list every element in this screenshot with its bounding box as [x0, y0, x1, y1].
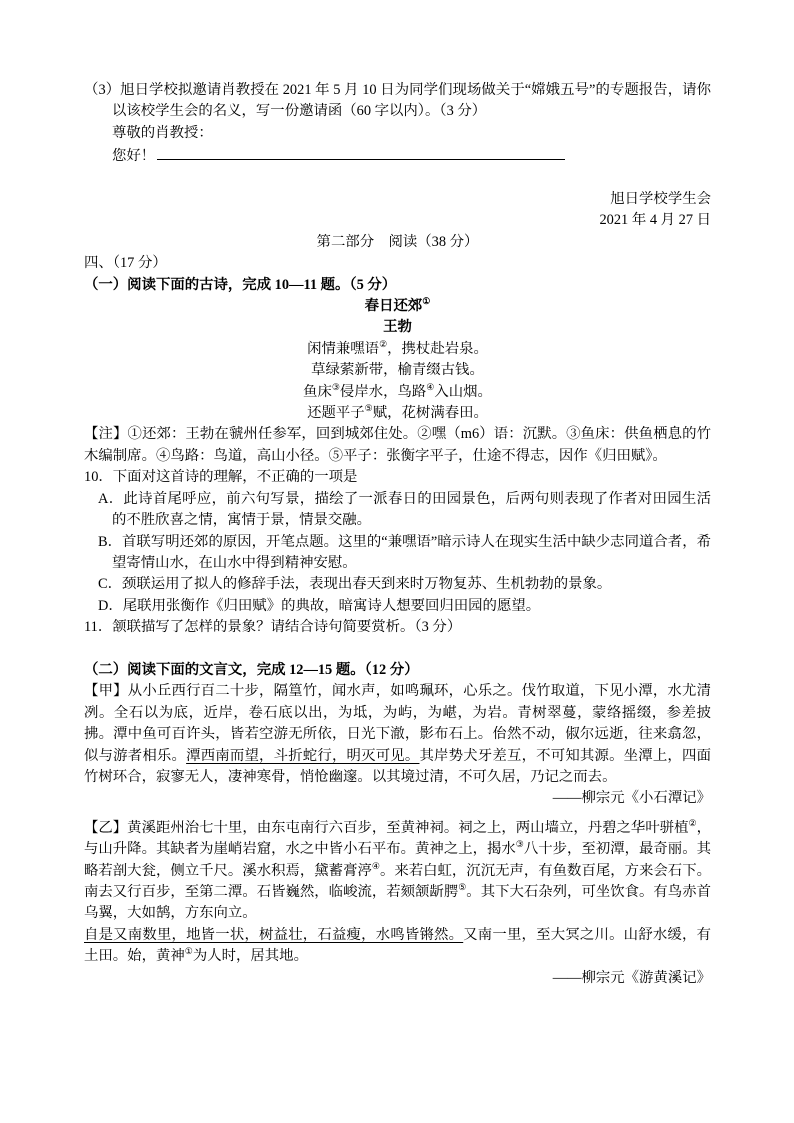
question-10-stem: 10．下面对这首诗的理解，不正确的一项是: [84, 469, 358, 486]
footnote-marker: ③: [515, 839, 524, 850]
text-segment: 还题平子: [307, 405, 365, 422]
passage-jia-source: ——柳宗元《小石潭记》: [552, 790, 711, 807]
footnote-marker: ⑤: [458, 882, 467, 893]
text-segment: 【乙】黄溪距州治七十里，由东屯南行六百步，至黄神祠。祠之上，两山墙立，丹碧之华叶骈植: [84, 819, 689, 836]
text-segment: 春日还郊: [364, 298, 423, 315]
passage-jia: [84, 681, 711, 788]
footnote-marker: ④: [426, 381, 435, 392]
question-10-option-b: B．首联写明还郊的原因，开笔点题。这里的“兼嘿语”暗示诗人在现实生活中缺少志同道合者，希望寄情山水，在山水中得到精神安慰。: [98, 533, 711, 571]
text-segment: ，与山升降。其缺者为崖峭岩窟，水之中皆小石平布。黄神之上，揭水: [84, 819, 711, 858]
question-10-option-a: A．此诗首尾呼应，前六句写景，描绘了一派春日的田园景色，后两句则表现了作者对田园生活的不胜欣喜之情，寓情于景，情景交融。: [98, 490, 711, 529]
footnote-marker: ④: [371, 860, 380, 871]
prose-section-intro: （二）阅读下面的文言文，完成 12—15 题。（12 分）: [84, 661, 419, 678]
greeting-text: 您好！: [112, 148, 156, 165]
answer-blank-line: [157, 144, 565, 160]
text-segment: 又南一里，至大冥之川。山舒水缓，有土田。始，黄神: [84, 926, 711, 965]
spacer: [84, 639, 711, 660]
footnote-marker: ②: [688, 817, 697, 828]
passage-yi-paragraph-1: [84, 818, 711, 925]
passage-yi-paragraph-2: [84, 925, 711, 968]
poem-line-1: [84, 339, 711, 360]
invitation-salutation: 尊敬的肖教授：: [112, 124, 213, 141]
poem-line-3: [84, 382, 711, 403]
spacer: [84, 168, 711, 189]
text-segment: 【甲】从小丘西行百二十步，隔篁竹，闻水声，如鸣珮环，心乐之。伐竹取道，下见小潭，水尤清冽。全石以为底，近岸，卷石底以出，为坻，为屿，为嵁，为岩。青树翠蔓，蒙络摇缀，参差披拂。潭中鱼可百许头，皆若空游无所依，日光下澈，影布石上。佁然不动，俶尔远逝，往来翕忽，似与游者相乐。: [84, 683, 711, 764]
poem-footnotes: 【注】①还郊：王勃在虢州任参军，回到城郊住处。②嘿（m6）语：沉默。③鱼床：供鱼栖息的竹木编制席。④鸟路：鸟道，高山小径。⑤平子：张衡字平子，仕途不得志，因作《归田赋》。: [84, 426, 711, 464]
question-11: 11．颔联描写了怎样的景象？请结合诗句简要赏析。（3 分）: [84, 619, 462, 636]
text-segment: 赋，花树满春田。: [372, 405, 488, 422]
question-10-option-d: D．尾联用张衡作《归田赋》的典故，暗寓诗人想要回归田园的愿望。: [98, 597, 541, 614]
footnote-marker: ①: [422, 296, 431, 307]
text-segment: 侵岸水，鸟路: [339, 383, 427, 400]
invitation-prompt: （3）旭日学校拟邀请肖教授在 2021 年 5 月 10 日为同学们现场做关于“嫦娥五号”的专题报告，请你以该校学生会的名义，写一份邀请函（60 字以内）。（3 分）: [84, 82, 711, 120]
text-segment: 。其下大石杂列，可坐饮食。有鸟赤首乌翼，大如鹄，方东向立。: [84, 884, 711, 922]
footnote-marker: ②: [379, 339, 388, 350]
question-10-option-c: C．颈联运用了拟人的修辞手法，表现出春天到来时万物复苏、生机勃勃的景象。: [98, 576, 612, 593]
footnote-marker: ⑤: [364, 403, 373, 414]
text-segment: 其岸势犬牙差互，不可知其源。坐潭上，四面竹树环合，寂寥无人，凄神寒骨，悄怆幽邃。以其境过清，不可久居，乃记之而去。: [84, 747, 711, 785]
text-segment: 草绿萦新带，榆青缀古钱。: [311, 362, 484, 379]
underlined-text: 潭西南而望，斗折蛇行，明灭可见。: [186, 747, 420, 764]
text-segment: 为人时，居其地。: [192, 948, 308, 965]
part-two-header: 第二部分 阅读（38 分）: [316, 233, 479, 250]
invitation-greeting-line: [112, 144, 711, 167]
text-segment: 。来若白虹，沉沉无声，有鱼数百尾，方来会石下。南去又行百步，至第二潭。石皆巍然，临峻流，若颏颔龂腭: [84, 862, 711, 900]
invitation-signature: 旭日学校学生会: [610, 191, 711, 208]
poem-line-2: [84, 360, 711, 381]
spacer: [84, 810, 711, 818]
text-segment: ，携杖赴岩泉。: [387, 340, 488, 357]
text-segment: 入山烟。: [434, 383, 492, 400]
text-segment: 八十步，至初潭，最奇丽。其略若剖大瓮，侧立千尺。溪水积焉，黛蓄膏渟: [84, 841, 711, 879]
poem-author: 王勃: [383, 319, 412, 336]
text-segment: 闲情兼嘿语: [307, 340, 380, 357]
passage-yi-source: ——柳宗元《游黄溪记》: [552, 969, 711, 986]
underlined-text: 自是又南数里，地皆一状，树益壮，石益瘦，水鸣皆锵然。: [84, 926, 464, 943]
poem-line-4: [84, 403, 711, 424]
footnote-marker: ①: [184, 946, 193, 957]
section-four-label: 四、（17 分）: [84, 255, 167, 272]
poem-title: [84, 296, 711, 317]
poem-section-intro: （一）阅读下面的古诗，完成 10—11 题。（5 分）: [84, 276, 397, 293]
footnote-marker: ③: [331, 381, 340, 392]
text-segment: 鱼床: [303, 383, 332, 400]
invitation-date: 2021 年 4 月 27 日: [599, 212, 711, 229]
